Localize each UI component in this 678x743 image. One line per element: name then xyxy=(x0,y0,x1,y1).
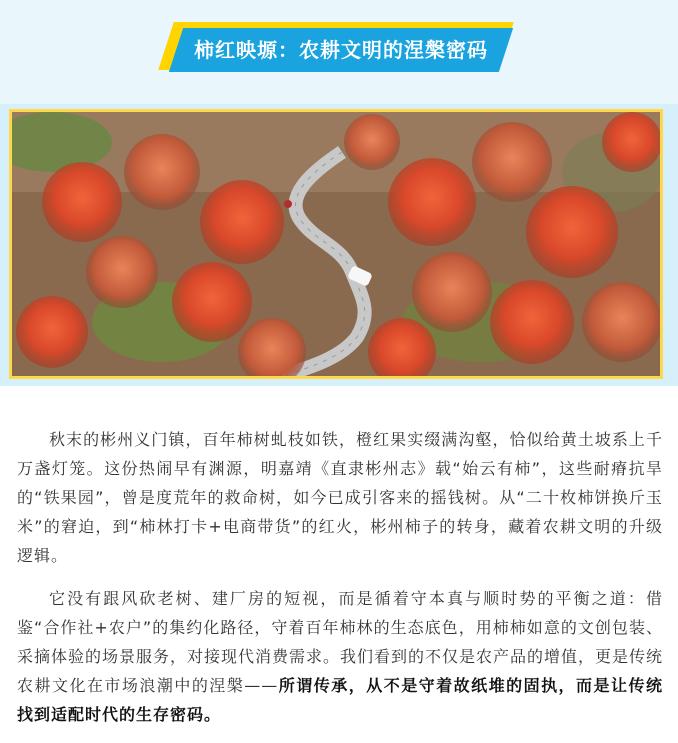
article-body xyxy=(17,425,663,743)
header-band xyxy=(0,0,678,104)
article-paragraph-2 xyxy=(17,584,663,729)
orchard-aerial-photo xyxy=(12,112,660,376)
article-paragraph-1: 秋末的彬州义门镇，百年柿树虬枝如铁，橙红果实缀满沟壑，恰似给黄土坡系上千万盏灯笼。这份热闹早有渊源，明嘉靖《直隶彬州志》载“始云有柿”，这些耐瘠抗旱的“铁果园”，曾是度荒年的救命树，如今已成引客来的摇钱树。从“二十枚柿饼换斤玉米”的窘迫，到“柿林打卡+电商带货”的红火，彬州柿子的转身，藏着农耕文明的升级逻辑。 xyxy=(17,430,663,565)
paragraph-2-emphasis: 所谓传承，从不是守着故纸堆的固执，而是让传统找到适配时代的生存密码。 xyxy=(17,676,663,724)
photo-border xyxy=(9,109,663,379)
paragraph-2-text: 它没有跟风砍老树、建厂房的短视，而是循着守本真与顺时势的平衡之道：借鉴“合作社+农户”的集约化路径，守着百年柿林的生态底色，用柿柿如意的文创包装、采摘体验的场景服务，对接现代消费需求。我们看到的不仅是农产品的增值，更是传统农耕文化在市场浪潮中的涅槃—— xyxy=(17,589,664,695)
page-title: 柿红映塬：农耕文明的涅槃密码 xyxy=(194,38,488,62)
photo-frame xyxy=(0,104,678,386)
title-banner xyxy=(166,20,512,76)
